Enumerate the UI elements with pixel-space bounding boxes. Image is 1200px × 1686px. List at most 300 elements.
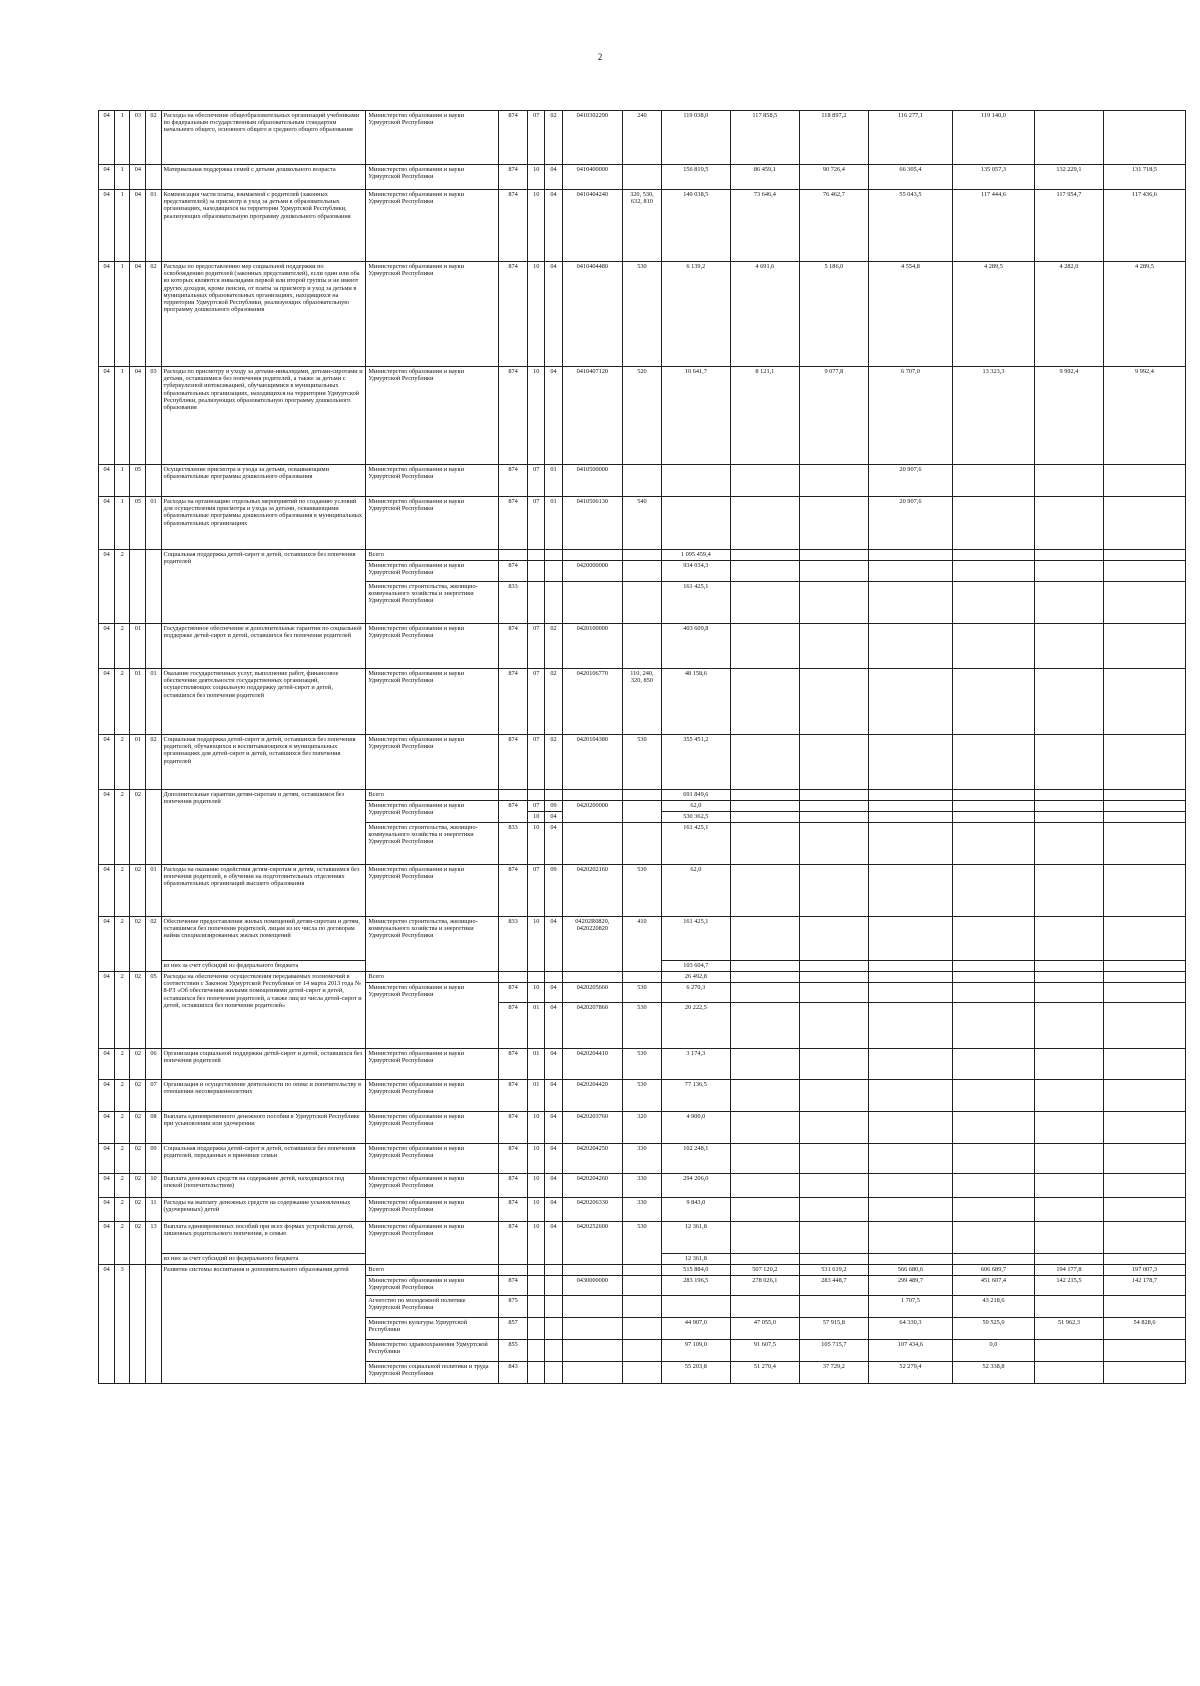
- cell-executor: Министерство строительства, жилищно-коммунального хозяйства и энергетики Удмуртской Республики: [366, 582, 499, 624]
- cell-vr: [623, 801, 662, 823]
- cell-grbs: 855: [499, 1340, 528, 1362]
- cell-executor: Министерство образования и науки Удмуртской Республики: [366, 865, 499, 917]
- cell-om: 02: [130, 1198, 146, 1222]
- cell-value: 531 619,2: [799, 1265, 868, 1276]
- cell-m: 06: [146, 1049, 161, 1080]
- cell-name: Выплата единовременного денежного пособия в Удмуртской Республике при усыновлении или удочерении: [161, 1112, 366, 1144]
- cell-value: [1034, 561, 1103, 582]
- cell-gp: 04: [99, 497, 115, 550]
- cell-pp: 2: [115, 1174, 130, 1198]
- cell-vr: 530: [623, 865, 662, 917]
- cell-value: [1034, 983, 1103, 1003]
- cell-value: 530 362,5: [661, 812, 730, 823]
- cell-om: 02: [130, 1080, 146, 1112]
- cell-value: [1034, 1112, 1103, 1144]
- cell-value: 194 177,8: [1034, 1265, 1103, 1276]
- cell-value: 1 707,5: [868, 1296, 952, 1318]
- cell-executor: Министерство образования и науки Удмуртской Республики: [366, 624, 499, 669]
- cell-value: [1103, 1174, 1185, 1198]
- cell-value: [730, 790, 799, 801]
- cell-pr: 04: [545, 1049, 562, 1080]
- table-row: [99, 497, 1186, 550]
- cell-value: [1034, 917, 1103, 961]
- cell-rz: [528, 1276, 545, 1296]
- cell-value: [1103, 1144, 1185, 1174]
- cell-pr: 09: [545, 865, 562, 917]
- cell-gp: 04: [99, 1265, 115, 1384]
- cell-pr: 02: [545, 669, 562, 735]
- cell-executor: Министерство образования и науки Удмуртской Республики: [366, 735, 499, 790]
- table-row: [99, 111, 1186, 165]
- cell-pr: 01: [545, 497, 562, 550]
- cell-value: [799, 983, 868, 1003]
- cell-grbs: 857: [499, 1318, 528, 1340]
- cell-vr: [623, 823, 662, 865]
- cell-csr: 0420100000: [562, 624, 622, 669]
- cell-value: [868, 790, 952, 801]
- cell-rz: [528, 582, 545, 624]
- cell-grbs: 874: [499, 801, 528, 823]
- cell-om: 01: [130, 624, 146, 669]
- cell-value: [868, 983, 952, 1003]
- cell-value: 5 186,0: [799, 262, 868, 367]
- table-cell: [528, 972, 545, 983]
- cell-pp: 3: [115, 1265, 130, 1384]
- cell-value: [868, 865, 952, 917]
- cell-vr: [623, 1340, 662, 1362]
- cell-name: Расходы на обеспечение осуществления передаваемых полномочий в соответствии с Законом Удмуртской Республики от 14 марта 2013 года № 8-РЗ «Об обеспечении жилыми помещениями детей-сирот и детей, оставшихся без попечения родителей, а также лиц из числа детей-сирот и детей, оставшихся без попечения родителей»: [161, 972, 366, 1049]
- cell-name: Расходы на организацию отдельных мероприятий по созданию условий для осуществления присмотра и ухода за детьми, осваивающими образовательные программы дошкольного образования в муниципальных образовательных организациях: [161, 497, 366, 550]
- budget-table: [98, 110, 1186, 1384]
- cell-value: 4 282,0: [1034, 262, 1103, 367]
- cell-pr: 02: [545, 735, 562, 790]
- cell-value: 117 436,6: [1103, 190, 1185, 262]
- cell-value: [868, 961, 952, 972]
- cell-rz: [528, 1265, 545, 1276]
- cell-value: [730, 1222, 799, 1254]
- cell-csr: [562, 1296, 622, 1318]
- cell-rz: 10: [528, 165, 545, 190]
- cell-value: [1103, 735, 1185, 790]
- cell-value: [799, 1080, 868, 1112]
- cell-value: 1 095 459,4: [661, 550, 730, 561]
- cell-executor: Министерство образования и науки Удмуртской Республики: [366, 465, 499, 497]
- cell-csr: [562, 1265, 622, 1276]
- cell-value: [953, 1144, 1035, 1174]
- cell-executor: Министерство образования и науки Удмуртской Республики: [366, 1222, 499, 1265]
- cell-csr: 0420000000: [562, 561, 622, 582]
- cell-grbs: 874: [499, 111, 528, 165]
- table-row: [99, 972, 1186, 983]
- cell-rz: 10: [528, 190, 545, 262]
- cell-pr: 04: [545, 1198, 562, 1222]
- cell-name: Расходы по присмотру и уходу за детьми-инвалидами, детьми-сиротами и детьми, оставшимися без попечения родителей, а также за детьми с туберкулезной интоксикацией, обучающимися в муниципальных образовательных организациях, находящихся на территории Удмуртской Республики, реализующих образовательную программу дошкольного образования: [161, 367, 366, 465]
- cell-value: 6 139,2: [661, 262, 730, 367]
- table-row: [99, 1080, 1186, 1112]
- cell-pp: 1: [115, 262, 130, 367]
- cell-rz: 07: [528, 497, 545, 550]
- cell-gp: 04: [99, 1112, 115, 1144]
- cell-value: 507 120,2: [730, 1265, 799, 1276]
- cell-grbs: 874: [499, 1276, 528, 1296]
- cell-gp: 04: [99, 367, 115, 465]
- cell-rz: [528, 1362, 545, 1384]
- cell-vr: 530: [623, 983, 662, 1003]
- cell-value: 294 206,0: [661, 1174, 730, 1198]
- cell-value: [953, 669, 1035, 735]
- cell-value: [1034, 801, 1103, 812]
- cell-value: 47 055,0: [730, 1318, 799, 1340]
- cell-value: 283 448,7: [799, 1276, 868, 1296]
- cell-value: 57 915,8: [799, 1318, 868, 1340]
- cell-value: 8 121,1: [730, 367, 799, 465]
- cell-rz: 07: [528, 801, 545, 812]
- cell-value: [868, 1198, 952, 1222]
- cell-value: [868, 1222, 952, 1254]
- cell-om: [130, 550, 146, 624]
- cell-value: 12 361,8: [661, 1222, 730, 1254]
- cell-rz: 07: [528, 669, 545, 735]
- cell-rz: [528, 1318, 545, 1340]
- cell-value: 43 218,6: [953, 1296, 1035, 1318]
- cell-value: 4 289,5: [1103, 262, 1185, 367]
- cell-value: [953, 1174, 1035, 1198]
- cell-value: 197 007,3: [1103, 1265, 1185, 1276]
- cell-name: Организация социальной поддержки детей-сирот и детей, оставшихся без попечения родителей: [161, 1049, 366, 1080]
- cell-pr: 04: [545, 1222, 562, 1265]
- cell-value: [1034, 465, 1103, 497]
- cell-csr: 0420200000: [562, 801, 622, 823]
- cell-csr: 0420206330: [562, 1198, 622, 1222]
- cell-value: [799, 669, 868, 735]
- cell-value: [1034, 550, 1103, 561]
- cell-value: 102 248,1: [661, 1144, 730, 1174]
- cell-name: Расходы на оказание содействия детям-сиротам и детям, оставшимся без попечения родителей, в обучении на подготовительных отделениях образовательных организаций высшего образования: [161, 865, 366, 917]
- cell-value: [730, 823, 799, 865]
- cell-value: [868, 1254, 952, 1265]
- cell-vr: 330: [623, 1198, 662, 1222]
- cell-value: [1034, 1222, 1103, 1254]
- cell-value: 20 907,6: [868, 465, 952, 497]
- cell-grbs: 843: [499, 1362, 528, 1384]
- cell-value: [953, 582, 1035, 624]
- cell-pp: 1: [115, 465, 130, 497]
- cell-value: 6 707,0: [868, 367, 952, 465]
- cell-value: [953, 1254, 1035, 1265]
- cell-om: 05: [130, 465, 146, 497]
- cell-value: [1103, 790, 1185, 801]
- cell-rz: 07: [528, 624, 545, 669]
- cell-value: [953, 865, 1035, 917]
- cell-vr: 320, 530, 632, 810: [623, 190, 662, 262]
- cell-value: [730, 624, 799, 669]
- cell-csr: 0420204420: [562, 1080, 622, 1112]
- cell-value: [799, 961, 868, 972]
- cell-value: [730, 1198, 799, 1222]
- cell-csr: [562, 1318, 622, 1340]
- cell-value: [868, 972, 952, 983]
- cell-value: [730, 972, 799, 983]
- cell-value: [730, 801, 799, 812]
- cell-csr: 0420202160: [562, 865, 622, 917]
- cell-vr: [623, 1276, 662, 1296]
- cell-rz: [528, 561, 545, 582]
- table-cell: [623, 972, 662, 983]
- cell-value: 9 843,0: [661, 1198, 730, 1222]
- cell-grbs: 874: [499, 367, 528, 465]
- cell-value: [1034, 1174, 1103, 1198]
- cell-value: [1034, 1254, 1103, 1265]
- cell-value: [1034, 1362, 1103, 1384]
- cell-pr: [545, 1265, 562, 1276]
- cell-vr: [623, 1265, 662, 1276]
- cell-pr: [545, 1276, 562, 1296]
- cell-value: [1103, 669, 1185, 735]
- cell-value: [1034, 1198, 1103, 1222]
- cell-value: [868, 812, 952, 823]
- cell-value: [1034, 865, 1103, 917]
- cell-value: 55 203,8: [661, 1362, 730, 1384]
- cell-value: [799, 1222, 868, 1254]
- cell-csr: 0420207860: [562, 1003, 622, 1049]
- cell-value: 105 715,7: [799, 1340, 868, 1362]
- cell-pr: 01: [545, 465, 562, 497]
- cell-value: [730, 561, 799, 582]
- cell-name: Выплата денежных средств на содержание детей, находящихся под опекой (попечительством): [161, 1174, 366, 1198]
- cell-name: Материальная поддержка семей с детьми дошкольного возраста: [161, 165, 366, 190]
- cell-value: [1034, 111, 1103, 165]
- cell-pp: 2: [115, 735, 130, 790]
- cell-value: [1103, 582, 1185, 624]
- cell-value: [953, 561, 1035, 582]
- cell-value: 64 330,3: [868, 1318, 952, 1340]
- cell-pr: 09: [545, 801, 562, 812]
- cell-value: [730, 669, 799, 735]
- cell-value: [868, 1112, 952, 1144]
- cell-m: 02: [146, 262, 161, 367]
- cell-pp: 2: [115, 669, 130, 735]
- cell-grbs: 833: [499, 917, 528, 972]
- cell-grbs: 874: [499, 1144, 528, 1174]
- cell-value: [799, 972, 868, 983]
- cell-grbs: 874: [499, 262, 528, 367]
- cell-value: [1103, 983, 1185, 1003]
- cell-pp: 1: [115, 497, 130, 550]
- cell-grbs: 874: [499, 465, 528, 497]
- cell-grbs: 833: [499, 582, 528, 624]
- table-cell: [545, 790, 562, 801]
- cell-pr: 04: [545, 823, 562, 865]
- cell-vr: 330: [623, 1174, 662, 1198]
- cell-value: 117 858,5: [730, 111, 799, 165]
- cell-value: 91 607,5: [730, 1340, 799, 1362]
- cell-name: Организация и осуществление деятельности по опеке и попечительству в отношении несовершеннолетних: [161, 1080, 366, 1112]
- cell-rz: 10: [528, 1174, 545, 1198]
- cell-grbs: [499, 550, 528, 561]
- table-row: [99, 1198, 1186, 1222]
- cell-value: [868, 669, 952, 735]
- cell-m: 03: [146, 367, 161, 465]
- cell-vr: [623, 1362, 662, 1384]
- cell-grbs: 874: [499, 1080, 528, 1112]
- table-row: [99, 1174, 1186, 1198]
- cell-rz: 10: [528, 983, 545, 1003]
- cell-vr: [623, 165, 662, 190]
- cell-vr: [623, 1318, 662, 1340]
- cell-value: [868, 801, 952, 812]
- cell-value: [1103, 1362, 1185, 1384]
- cell-grbs: 874: [499, 1049, 528, 1080]
- cell-pp: 2: [115, 917, 130, 972]
- cell-executor: Министерство образования и науки Удмуртской Республики: [366, 1198, 499, 1222]
- cell-executor: Министерство строительства, жилищно-коммунального хозяйства и энергетики Удмуртской Республики: [366, 917, 499, 972]
- table-row: [99, 624, 1186, 669]
- cell-gp: 04: [99, 669, 115, 735]
- cell-value: [730, 1254, 799, 1265]
- cell-value: [1103, 801, 1185, 812]
- cell-csr: 0420106770: [562, 669, 622, 735]
- cell-value: 51 270,4: [730, 1362, 799, 1384]
- cell-grbs: 874: [499, 561, 528, 582]
- cell-om: 01: [130, 735, 146, 790]
- cell-value: [953, 790, 1035, 801]
- cell-pp: 2: [115, 790, 130, 865]
- cell-executor: Министерство образования и науки Удмуртской Республики: [366, 1080, 499, 1112]
- cell-value: [868, 823, 952, 865]
- cell-value: 566 680,6: [868, 1265, 952, 1276]
- cell-gp: 04: [99, 465, 115, 497]
- cell-value: [1034, 1080, 1103, 1112]
- cell-rz: [528, 550, 545, 561]
- cell-m: [146, 550, 161, 624]
- cell-vr: 530: [623, 1080, 662, 1112]
- cell-value: [953, 972, 1035, 983]
- cell-vr: 540: [623, 497, 662, 550]
- cell-value: 142 178,7: [1103, 1276, 1185, 1296]
- cell-pr: [545, 1318, 562, 1340]
- cell-gp: 04: [99, 1049, 115, 1080]
- cell-value: [953, 823, 1035, 865]
- cell-m: [146, 1265, 161, 1384]
- table-row: [99, 367, 1186, 465]
- cell-value: [1103, 961, 1185, 972]
- table-cell: [545, 972, 562, 983]
- cell-rz: [528, 1340, 545, 1362]
- cell-pp: 1: [115, 367, 130, 465]
- cell-m: 01: [146, 865, 161, 917]
- cell-csr: [562, 550, 622, 561]
- table-row: [99, 865, 1186, 917]
- cell-value: 161 425,1: [661, 917, 730, 961]
- table-row: [99, 1144, 1186, 1174]
- cell-value: 59 525,0: [953, 1318, 1035, 1340]
- cell-m: 09: [146, 1144, 161, 1174]
- cell-value: 0,0: [953, 1340, 1035, 1362]
- cell-value: [799, 790, 868, 801]
- cell-grbs: 875: [499, 1296, 528, 1318]
- cell-pr: [545, 1296, 562, 1318]
- cell-value: [1103, 624, 1185, 669]
- cell-value: [1103, 497, 1185, 550]
- table-cell: [562, 972, 622, 983]
- cell-m: [146, 624, 161, 669]
- cell-value: [799, 1198, 868, 1222]
- cell-value: 66 305,4: [868, 165, 952, 190]
- cell-value: 116 277,1: [868, 111, 952, 165]
- cell-value: 12 361,8: [661, 1254, 730, 1265]
- table-row: [99, 190, 1186, 262]
- cell-pp: 2: [115, 1144, 130, 1174]
- cell-om: 04: [130, 165, 146, 190]
- cell-csr: 0420203760: [562, 1112, 622, 1144]
- cell-grbs: 874: [499, 165, 528, 190]
- cell-value: [799, 1174, 868, 1198]
- table-cell: [562, 790, 622, 801]
- cell-value: [1034, 972, 1103, 983]
- page-number: 2: [597, 52, 603, 62]
- cell-om: 04: [130, 262, 146, 367]
- cell-value: [868, 1049, 952, 1080]
- cell-value: [730, 1049, 799, 1080]
- cell-value: 9 992,4: [1034, 367, 1103, 465]
- cell-value: [868, 735, 952, 790]
- cell-value: 132 229,1: [1034, 165, 1103, 190]
- cell-rz: 10: [528, 917, 545, 972]
- cell-value: [799, 1144, 868, 1174]
- cell-pr: 04: [545, 812, 562, 823]
- cell-value: [1034, 1340, 1103, 1362]
- cell-value: [868, 1174, 952, 1198]
- cell-executor: Всего: [366, 972, 499, 983]
- cell-value: [799, 735, 868, 790]
- cell-value: 156 819,5: [661, 165, 730, 190]
- cell-m: 02: [146, 917, 161, 972]
- cell-value: 283 196,5: [661, 1276, 730, 1296]
- cell-value: 20 222,5: [661, 1003, 730, 1049]
- cell-value: [1103, 1222, 1185, 1254]
- cell-value: 62,0: [661, 865, 730, 917]
- cell-pr: 04: [545, 917, 562, 972]
- cell-value: 51 962,3: [1034, 1318, 1103, 1340]
- cell-pr: [545, 561, 562, 582]
- table-row: [99, 1112, 1186, 1144]
- cell-pr: 04: [545, 367, 562, 465]
- cell-csr: 04202R0820, 0420220820: [562, 917, 622, 972]
- cell-value: [1103, 972, 1185, 983]
- cell-executor: Министерство образования и науки Удмуртской Республики: [366, 669, 499, 735]
- cell-om: 02: [130, 1222, 146, 1265]
- cell-om: [130, 1265, 146, 1384]
- cell-value: 4 554,8: [868, 262, 952, 367]
- cell-om: 02: [130, 917, 146, 972]
- cell-csr: [562, 1340, 622, 1362]
- cell-vr: [623, 1296, 662, 1318]
- cell-vr: 530: [623, 1003, 662, 1049]
- cell-pp: 2: [115, 1049, 130, 1080]
- cell-executor: Министерство образования и науки Удмуртской Республики: [366, 983, 499, 1049]
- cell-value: 131 718,5: [1103, 165, 1185, 190]
- cell-value: 9 077,8: [799, 367, 868, 465]
- cell-value: 37 729,2: [799, 1362, 868, 1384]
- cell-grbs: 874: [499, 1198, 528, 1222]
- cell-value: 62,0: [661, 801, 730, 812]
- cell-value: [868, 624, 952, 669]
- cell-gp: 04: [99, 190, 115, 262]
- cell-value: [1034, 1296, 1103, 1318]
- cell-value: [1103, 465, 1185, 497]
- cell-rz: 01: [528, 1003, 545, 1049]
- cell-grbs: 874: [499, 865, 528, 917]
